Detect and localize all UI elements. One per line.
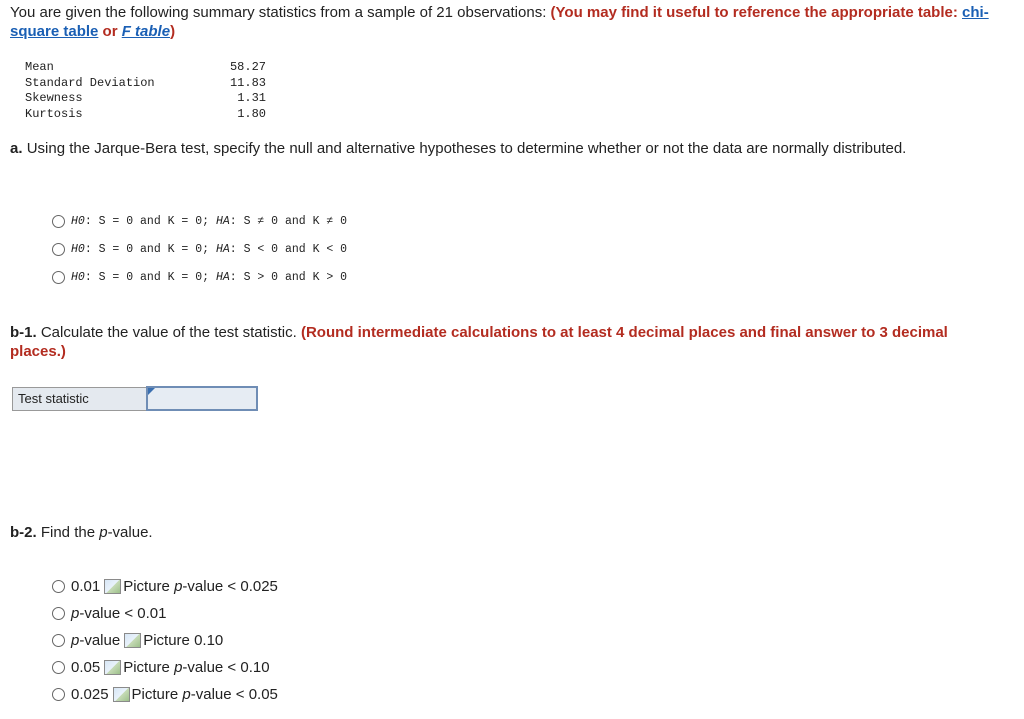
- flag-marker-icon: [148, 388, 155, 395]
- question-b1: [10, 323, 1000, 361]
- hypothesis-option-3[interactable]: H0: S = 0 and K = 0; HA: S > 0 and K > 0: [52, 268, 347, 286]
- question-b2-prefix: b-2.: [10, 524, 37, 541]
- question-b1-text: Calculate the value of the test statistic.: [40, 324, 297, 341]
- question-a: [10, 139, 1000, 158]
- pvalue-option-5[interactable]: 0.025 Picture p -value < 0.05: [52, 684, 278, 704]
- question-b1-note: (Round intermediate calculations to at least 4 decimal places and final answer to 3 decimal places.): [10, 324, 948, 360]
- chi-square-table-link[interactable]: chi-square table: [10, 4, 989, 40]
- pvalue-option-4[interactable]: 0.05 Picture p -value < 0.10: [52, 657, 270, 677]
- f-table-link[interactable]: F table: [121, 23, 171, 40]
- stats-row-skewness: Skewness 1.31: [25, 91, 266, 105]
- summary-stats-table: [25, 60, 266, 122]
- question-a-text: Using the Jarque-Bera test, specify the null and alternative hypotheses to determine whether or not the data are normally distributed.: [26, 140, 907, 157]
- question-b2: b-2. Find the p-value.: [10, 524, 153, 541]
- stats-row-sd: Standard Deviation 11.83: [25, 75, 266, 90]
- hypothesis-option-2[interactable]: H0: S = 0 and K = 0; HA: S < 0 and K < 0: [52, 240, 347, 258]
- radio-button[interactable]: [52, 688, 65, 701]
- stats-row-mean: Mean 58.27: [25, 60, 266, 74]
- intro-note-close: ): [170, 23, 176, 40]
- intro-sentence: You are given the following summary statistics from a sample of 21 observations:: [10, 4, 547, 21]
- radio-button[interactable]: [52, 215, 65, 228]
- stats-row-kurtosis: Kurtosis 1.80: [25, 106, 266, 121]
- radio-button[interactable]: [52, 661, 65, 674]
- radio-button[interactable]: [52, 243, 65, 256]
- intro-or: or: [102, 23, 118, 40]
- question-a-prefix: a.: [10, 140, 23, 157]
- test-statistic-input[interactable]: [146, 386, 258, 411]
- pvalue-option-2[interactable]: p -value < 0.01: [52, 603, 167, 623]
- intro-note: (You may find it useful to reference the appropriate table:: [550, 4, 958, 21]
- pvalue-option-1[interactable]: 0.01 Picture p -value < 0.025: [52, 576, 278, 596]
- radio-button[interactable]: [52, 580, 65, 593]
- test-statistic-label: Test statistic: [12, 387, 147, 411]
- question-b1-prefix: b-1.: [10, 324, 37, 341]
- pvalue-option-3[interactable]: p -value Picture 0.10: [52, 630, 223, 650]
- broken-image-icon: [104, 579, 121, 594]
- broken-image-icon: [104, 660, 121, 675]
- radio-button[interactable]: [52, 634, 65, 647]
- broken-image-icon: [113, 687, 130, 702]
- radio-button[interactable]: [52, 271, 65, 284]
- broken-image-icon: [124, 633, 141, 648]
- radio-button[interactable]: [52, 607, 65, 620]
- intro-text: [10, 3, 1010, 41]
- hypothesis-option-1[interactable]: H0: S = 0 and K = 0; HA: S ≠ 0 and K ≠ 0: [52, 212, 347, 230]
